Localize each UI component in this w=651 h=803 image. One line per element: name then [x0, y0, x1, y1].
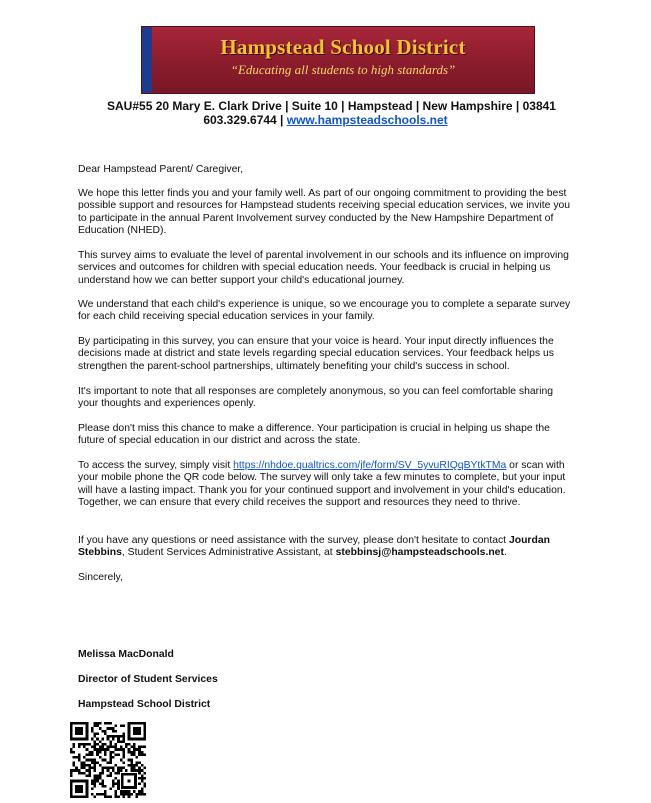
qr-code-icon[interactable] — [70, 722, 146, 798]
survey-link[interactable]: https://nhdoe.qualtrics.com/jfe/form/SV_5yvuRIQqBYtkTMa — [233, 460, 507, 471]
contact-text-start: If you have any questions or need assistance with the survey, please don't hesitate to contact — [78, 535, 509, 546]
access-text-start: To access the survey, simply visit — [78, 460, 234, 471]
contact-line — [0, 113, 651, 128]
greeting: Dear Hampstead Parent/ Caregiver, — [78, 164, 244, 175]
paragraph-contact — [78, 535, 574, 560]
paragraph-intro: We hope this letter finds you and your family well. As part of our ongoing commitment to providing the best possible support and resources for Hampstead students receiving special education services, we invite you to participate in the annual Parent Involvement survey conducted by the New Hampshire Department of Education (NHED). — [78, 188, 571, 236]
signature-name: Melissa MacDonald — [78, 649, 174, 660]
district-banner — [141, 26, 535, 94]
signature-organization: Hampstead School District — [78, 699, 211, 710]
contact-name: Jourdan Stebbins — [78, 535, 550, 559]
phone-number: 603.329.6744 — [203, 113, 277, 127]
website-link[interactable]: www.hampsteadschools.net — [286, 113, 448, 127]
contact-text-middle: , Student Services Administrative Assistant, at — [121, 547, 336, 559]
closing: Sincerely, — [78, 572, 123, 583]
address-line: SAU#55 20 Mary E. Clark Drive | Suite 10 | Hampstead | New Hampshire | 03841 — [107, 99, 556, 113]
district-motto: “Educating all students to high standards” — [230, 62, 456, 77]
paragraph-purpose: This survey aims to evaluate the level of parental involvement in our schools and its influence on improving services and outcomes for children with special education needs. Your feedback is crucial in helping us understand how we can better support your child's educational journey. — [78, 250, 569, 286]
paragraph-anonymous: It's important to note that all responses are completely anonymous, so you can feel comfortable sharing your thoughts and experiences openly. — [78, 386, 554, 410]
district-name: Hampstead School District — [220, 35, 466, 59]
paragraph-difference: Please don't miss this chance to make a difference. Your participation is crucial in helping us shape the future of special education in our district and across the state. — [78, 423, 550, 447]
signature-title: Director of Student Services — [78, 674, 218, 685]
separator: | — [276, 113, 287, 127]
contact-email[interactable]: stebbinsj@hampsteadschools.net — [335, 547, 504, 559]
access-text-end: or scan with your mobile phone the QR code below. The survey will only take a few minutes to complete, but your input will have a lasting impact. Thank you for your continued support and involvement in your child's education. Together, we can ensure that every child receives the support and resources they need to thrive. — [78, 460, 566, 508]
contact-text-end: . — [503, 547, 507, 559]
paragraph-participation: By participating in this survey, you can ensure that your voice is heard. Your input directly influences the decisions made at district and state levels regarding special education services. Your feedback helps us strengthen the parent-school partnerships, ultimately benefiting your child's success in school. — [78, 336, 554, 372]
paragraph-access — [78, 460, 574, 509]
paragraph-separate-survey: We understand that each child's experience is unique, so we encourage you to complete a separate survey for each child receiving special education services in your family. — [78, 299, 571, 323]
banner-stripe — [142, 27, 152, 93]
